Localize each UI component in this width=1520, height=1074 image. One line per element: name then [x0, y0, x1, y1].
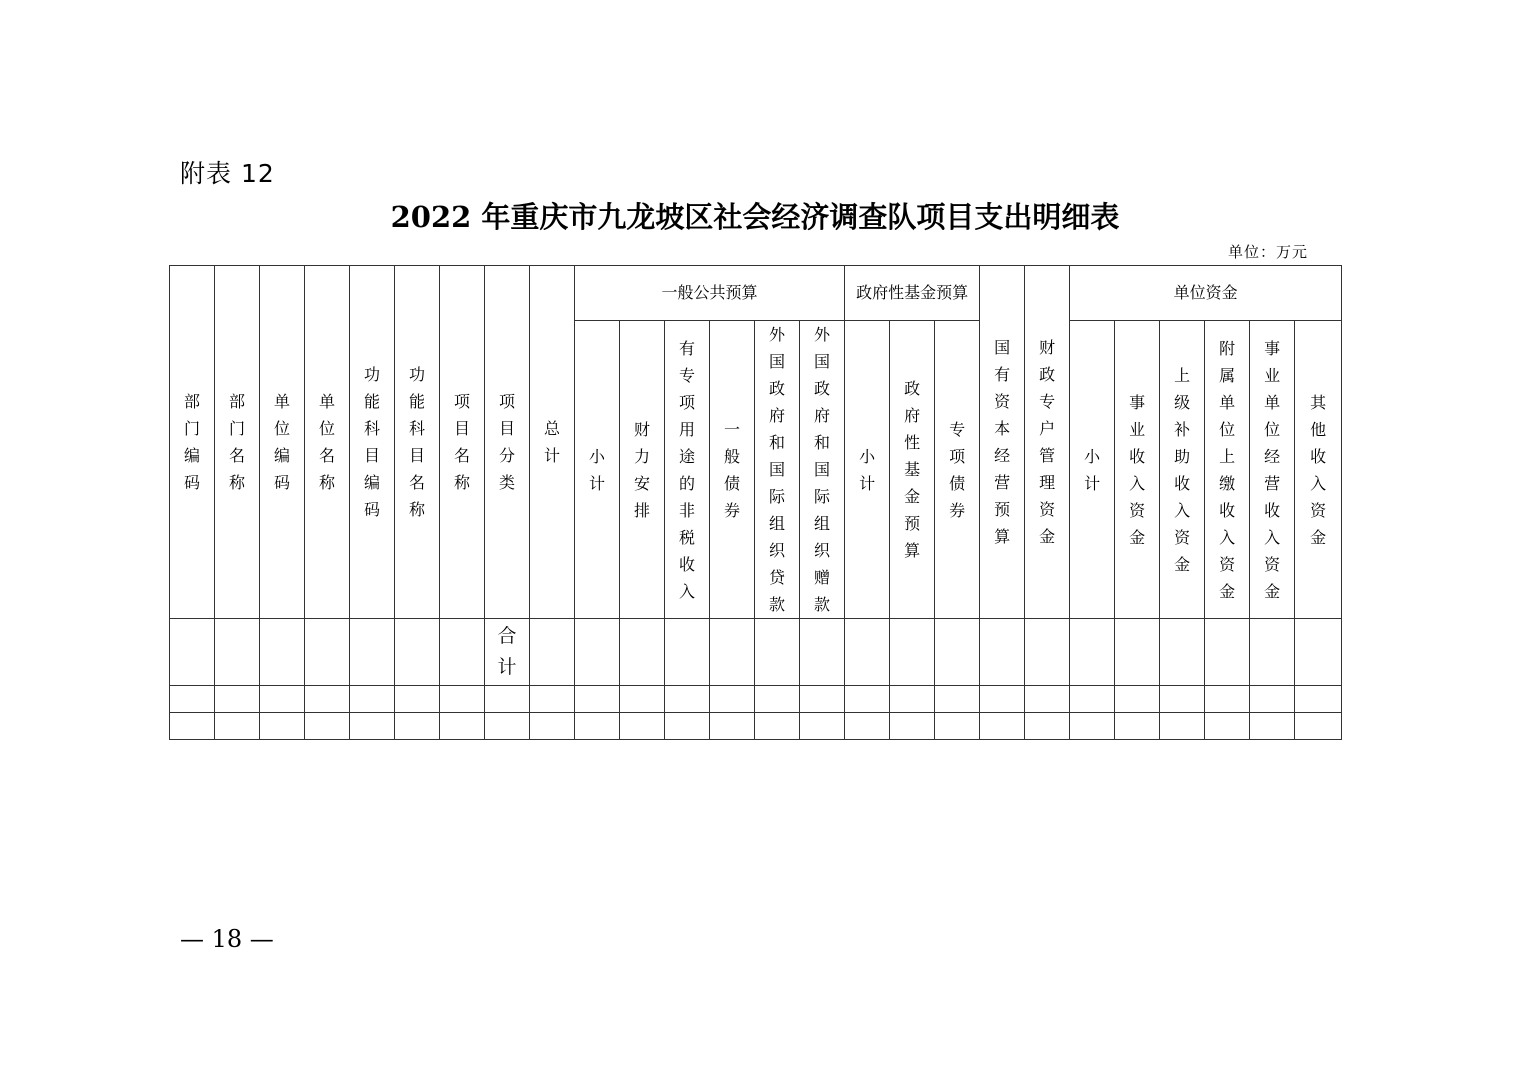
col-func-name: 功能科目名称	[395, 266, 440, 619]
col-func-code: 功能科目编码	[350, 266, 395, 619]
col-gb-bond: 一般债券	[710, 321, 755, 619]
col-uf-superior-subsidy: 上级补助收入资金	[1160, 321, 1205, 619]
col-gb-foreign-grant: 外国政府和国际组织赠款	[800, 321, 845, 619]
col-dept-name: 部门名称	[215, 266, 260, 619]
project-expenditure-table	[169, 265, 1342, 740]
col-uf-affiliated: 附属单位上缴收入资金	[1205, 321, 1250, 619]
col-state-capital: 国有资本经营预算	[980, 266, 1025, 619]
document-title: 2022 年重庆市九龙坡区社会经济调查队项目支出明细表	[390, 200, 1120, 234]
col-gb-fiscal: 财力安排	[620, 321, 665, 619]
col-uf-business: 事业单位经营收入资金	[1250, 321, 1295, 619]
total-row-label: 合计	[485, 619, 530, 686]
col-unit-name: 单位名称	[305, 266, 350, 619]
col-gf-special-bond: 专项债券	[935, 321, 980, 619]
col-gf-subtotal: 小计	[845, 321, 890, 619]
group-unit-funds: 单位资金	[1070, 266, 1342, 321]
col-gb-foreign-loan: 外国政府和国际组织贷款	[755, 321, 800, 619]
col-uf-career-income: 事业收入资金	[1115, 321, 1160, 619]
col-uf-subtotal: 小计	[1070, 321, 1115, 619]
col-unit-code: 单位编码	[260, 266, 305, 619]
col-total: 总计	[530, 266, 575, 619]
page-number: — 18 —	[180, 925, 274, 953]
col-gf-budget: 政府性基金预算	[890, 321, 935, 619]
col-proj-name: 项目名称	[440, 266, 485, 619]
col-gb-nontax: 有专项用途的非税收入	[665, 321, 710, 619]
col-uf-other: 其他收入资金	[1295, 321, 1342, 619]
col-proj-category: 项目分类	[485, 266, 530, 619]
table-row	[170, 713, 1342, 740]
col-fiscal-account: 财政专户管理资金	[1025, 266, 1070, 619]
unit-label: 单位：万元	[1228, 243, 1309, 261]
group-general-budget: 一般公共预算	[575, 266, 845, 321]
attachment-label: 附表 12	[180, 159, 275, 188]
header-row-1	[170, 266, 1342, 321]
table-row	[170, 686, 1342, 713]
col-dept-code: 部门编码	[170, 266, 215, 619]
group-gov-fund: 政府性基金预算	[845, 266, 980, 321]
total-row	[170, 619, 1342, 686]
col-gb-subtotal: 小计	[575, 321, 620, 619]
